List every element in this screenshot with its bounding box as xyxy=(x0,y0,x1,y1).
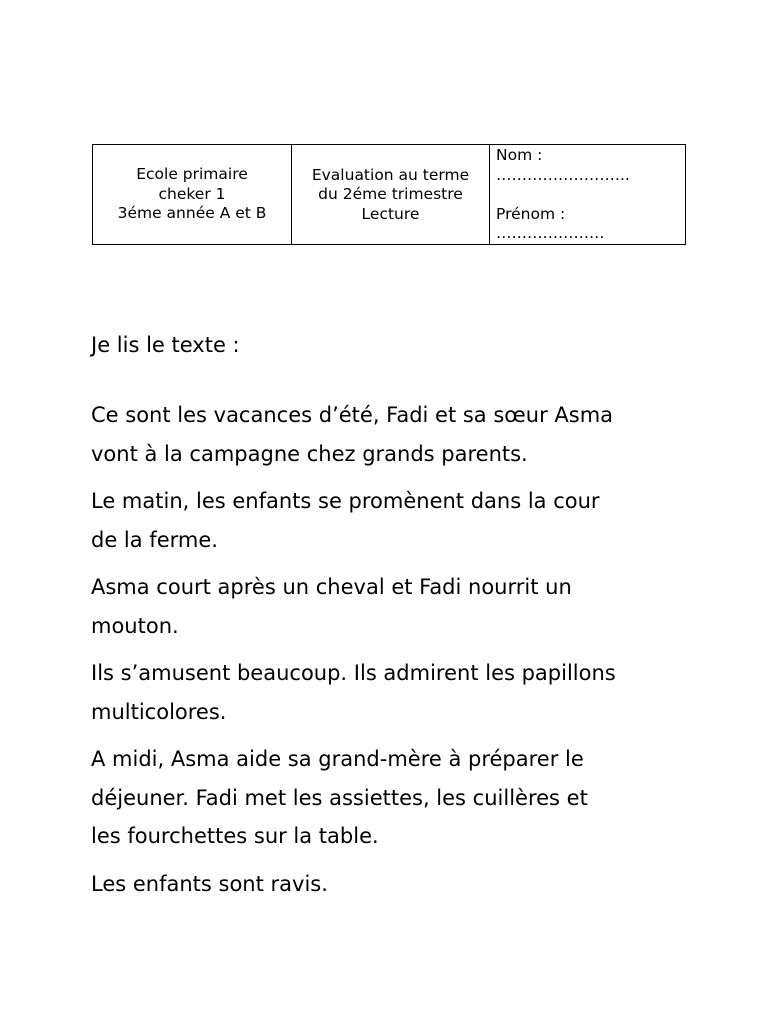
reading-text xyxy=(91,396,691,912)
evaluation-info-cell xyxy=(292,145,490,245)
header-table xyxy=(92,144,686,245)
text-line: Asma court après un cheval et Fadi nourrit un xyxy=(91,575,572,599)
school-name: Ecole primaire xyxy=(136,165,248,184)
paragraph xyxy=(91,865,691,904)
text-line: Ce sont les vacances d’été, Fadi et sa sœur Asma xyxy=(91,403,614,427)
paragraph xyxy=(91,568,691,645)
paragraph xyxy=(91,482,691,559)
paragraph xyxy=(91,396,691,473)
evaluation-subject: Lecture xyxy=(361,204,420,223)
text-line: de la ferme. xyxy=(91,527,218,552)
text-line: Les enfants sont ravis. xyxy=(91,871,328,896)
paragraph xyxy=(91,654,691,731)
evaluation-title: Evaluation au terme xyxy=(311,165,470,184)
text-line: les fourchettes sur la table. xyxy=(91,824,379,848)
text-line: Le matin, les enfants se promènent dans la cour xyxy=(91,489,600,513)
text-line: multicolores. xyxy=(91,699,227,724)
text-line: vont à la campagne chez grands parents. xyxy=(91,441,528,466)
nom-label: Nom : xyxy=(496,146,543,164)
spacer xyxy=(496,185,685,205)
text-line: Ils s’amusent beaucoup. Ils admirent les papillons xyxy=(91,661,616,685)
prenom-label: Prénom : xyxy=(496,204,566,223)
school-location: cheker 1 xyxy=(158,184,226,203)
evaluation-period: du 2éme trimestre xyxy=(318,185,463,204)
school-class: 3éme année A et B xyxy=(117,204,267,223)
text-line: déjeuner. Fadi met les assiettes, les cuillères et xyxy=(91,785,588,810)
nom-field[interactable]: …………………….. xyxy=(496,165,630,184)
text-line: A midi, Asma aide sa grand-mère à préparer le xyxy=(91,747,584,771)
text-line: mouton. xyxy=(91,613,179,638)
prenom-field[interactable]: ………………… xyxy=(496,224,605,242)
header-row xyxy=(93,145,686,245)
paragraph xyxy=(91,740,691,856)
student-info-cell xyxy=(490,145,686,245)
reading-heading: Je lis le texte : xyxy=(91,333,240,357)
school-info-cell xyxy=(93,145,292,245)
